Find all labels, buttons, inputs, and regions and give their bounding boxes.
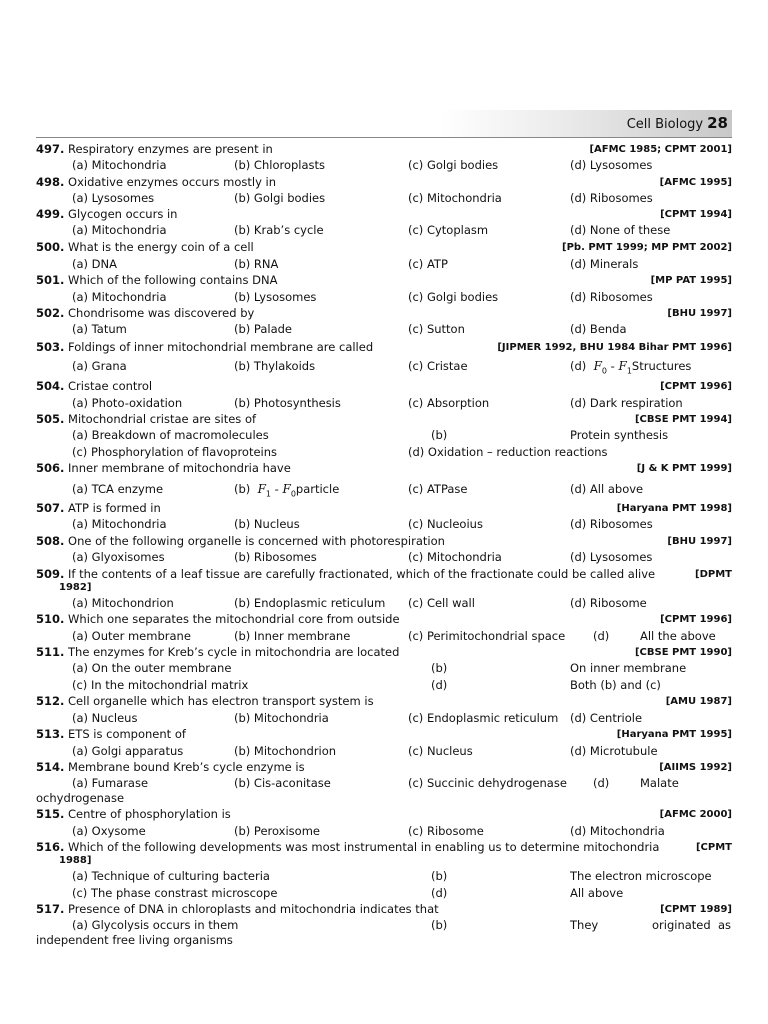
options-511-row2 [36,678,732,693]
option-b: (b) RNA [234,257,279,271]
question-source: [AFMC 1995] [659,177,732,188]
question-512 [36,694,732,709]
question-text: Respiratory enzymes are present in [68,142,273,156]
option-text: Structures [631,359,692,373]
question-text: The enzymes for Kreb’s cycle in mitochondria are located [68,645,400,659]
options-504 [36,396,732,411]
question-510 [36,612,732,627]
question-number: 516. [36,840,65,854]
option-a: (a) Breakdown of macromolecules [72,428,269,442]
option-d: (d) Lysosomes [570,158,653,172]
page-number: 28 [707,114,728,132]
options-512 [36,711,732,726]
question-source: [CPMT [695,842,732,853]
question-source: [AFMC 1985; CPMT 2001] [589,144,732,155]
question-text: Cell organelle which has electron transport system is [68,694,374,708]
option-b: (b) Endoplasmic reticulum [234,596,386,610]
question-number: 497. [36,142,65,156]
question-source: [AMU 1987] [665,696,732,707]
question-text: Oxidative enzymes occurs mostly in [68,175,277,189]
question-number: 512. [36,694,65,708]
option-b-continued: independent free living organisms [36,933,233,947]
option-a: (a) Glyoxisomes [72,550,165,564]
f1-subscript: 1 [626,366,632,376]
question-498 [36,175,732,190]
option-b-text: On inner membrane [570,661,687,675]
option-b-text-2: originated [652,918,711,932]
question-number: 509. [36,567,65,581]
option-c: (c) The phase constrast microscope [72,886,278,900]
option-a: (a) Mitochondrion [72,596,174,610]
question-source: [Haryana PMT 1995] [616,729,732,740]
option-b: (b) Ribosomes [234,550,317,564]
option-a: (a) Mitochondria [72,158,167,172]
question-text: Membrane bound Kreb’s cycle enzyme is [68,760,305,774]
question-508 [36,534,732,549]
options-516 [36,869,732,884]
f1-subscript: 1 [265,489,272,499]
question-text: Inner membrane of mitochondria have [68,461,291,475]
option-b: (b) Cis-aconitase [234,776,331,790]
option-b: (b) Mitochondrion [234,744,337,758]
question-text: Which one separates the mitochondrial core from outside [68,612,400,626]
option-b: (b) Peroxisome [234,824,320,838]
options-513 [36,744,732,759]
option-d-letter: (d) [431,678,448,692]
question-source: [CBSE PMT 1994] [634,414,732,425]
f-dash: - [271,482,283,496]
page-header [627,114,728,132]
option-a: (a) Outer membrane [72,629,191,643]
options-497 [36,158,732,173]
question-text: Glycogen occurs in [68,207,178,221]
options-502 [36,322,732,337]
question-text: Cristae control [68,379,153,393]
option-c: (c) Golgi bodies [408,158,499,172]
option-a: (a) Mitochondria [72,517,167,531]
question-515 [36,807,732,822]
question-source-continued: 1982] [59,582,92,593]
question-text: Which of the following contains DNA [68,273,278,287]
option-a: (a) TCA enzyme [72,482,164,496]
f0-subscript: 0 [601,366,608,376]
option-d [570,359,691,378]
question-502 [36,306,732,321]
option-d-continued: ochydrogenase [36,791,125,805]
option-a: (a) Grana [72,359,127,373]
option-b: (b) Inner membrane [234,629,351,643]
question-number: 515. [36,807,65,821]
option-b: (b) Thylakoids [234,359,316,373]
question-511 [36,645,732,660]
option-d-letter: (d) [593,776,610,790]
option-b: (b) Krab’s cycle [234,223,324,237]
option-a: (a) Mitochondria [72,223,167,237]
option-d: (d) All above [570,482,644,496]
options-511 [36,661,732,676]
question-text: Presence of DNA in chloroplasts and mitochondria indicates that [68,902,439,916]
option-c: (c) Cell wall [408,596,475,610]
question-number: 506. [36,461,65,475]
f1-symbol: F [257,482,266,496]
options-501 [36,290,732,305]
question-source: [CPMT 1996] [660,614,732,625]
option-b [234,482,339,501]
option-b: (b) Golgi bodies [234,191,326,205]
f0-symbol: F [282,482,291,496]
options-510 [36,629,732,644]
option-d: (d) Benda [570,322,627,336]
option-d: (d) Oxidation – reduction reactions [408,445,608,459]
options-499 [36,223,732,238]
option-d-text: All above [570,886,624,900]
options-508 [36,550,732,565]
option-b-letter: (b) [431,918,448,932]
option-b: (b) Mitochondria [234,711,329,725]
options-505-row2 [36,445,732,460]
option-b: (b) Photosynthesis [234,396,341,410]
question-499 [36,207,732,222]
option-a: (a) Nucleus [72,711,138,725]
question-source: [J & K PMT 1999] [636,463,732,474]
option-a: (a) Oxysome [72,824,146,838]
option-c: (c) Nucleoius [408,517,483,531]
option-c: (c) Absorption [408,396,490,410]
question-source: [CPMT 1989] [660,904,732,915]
option-d-text: Malate [640,776,679,790]
question-text: Which of the following developments was most instrumental in enabling us to determine mitochondria [68,840,660,854]
options-515 [36,824,732,839]
question-source: [CPMT 1994] [660,209,732,220]
options-505 [36,428,732,443]
question-source: [DPMT [695,569,732,580]
question-source: [AIIMS 1992] [659,762,732,773]
question-text: ETS is component of [68,727,186,741]
question-text: Foldings of inner mitochondrial membrane are called [68,340,374,354]
option-d-text: All the above [640,629,716,643]
question-source: [BHU 1997] [667,308,732,319]
option-d: (d) None of these [570,223,671,237]
option-text: particle [295,482,340,496]
option-d: (d) Lysosomes [570,550,653,564]
question-number: 501. [36,273,65,287]
question-source: [CPMT 1996] [660,381,732,392]
question-text: Centre of phosphorylation is [68,807,231,821]
question-500 [36,240,732,255]
options-498 [36,191,732,206]
question-text: Chondrisome was discovered by [68,306,255,320]
option-b-letter: (b) [431,869,448,883]
option-d: (d) Ribosomes [570,191,653,205]
option-d: (d) Ribosomes [570,290,653,304]
question-505 [36,412,732,427]
options-509 [36,596,732,611]
option-b-text-1: They [570,918,599,932]
question-source: [JIPMER 1992, BHU 1984 Bihar PMT 1996] [497,342,732,353]
question-text: Mitochondrial cristae are sites of [68,412,257,426]
question-source: [Haryana PMT 1998] [616,503,732,514]
option-c: (c) Cristae [408,359,468,373]
option-b: (b) Chloroplasts [234,158,326,172]
question-number: 504. [36,379,65,393]
question-number: 511. [36,645,65,659]
option-c: (c) Sutton [408,322,465,336]
question-514 [36,760,732,775]
option-c: (c) In the mitochondrial matrix [72,678,249,692]
question-number: 502. [36,306,65,320]
option-d-letter: (d) [593,629,610,643]
option-c: (c) Succinic dehydrogenase [408,776,567,790]
options-514 [36,776,732,791]
options-503 [36,359,732,374]
option-d: (d) Centriole [570,711,643,725]
question-source: [AFMC 2000] [659,809,732,820]
question-number: 507. [36,501,65,515]
option-d: (d) Microtubule [570,744,658,758]
option-b-letter: (b) [431,661,448,675]
chapter-title: Cell Biology [626,117,704,132]
option-d: (d) Minerals [570,257,639,271]
question-source-continued: 1988] [59,855,92,866]
option-a: (a) Mitochondria [72,290,167,304]
header-rule [36,137,732,138]
option-d: (d) Mitochondria [570,824,665,838]
option-c: (c) Mitochondria [408,550,502,564]
option-d-text: Both (b) and (c) [570,678,661,692]
question-509 [36,567,732,582]
option-a: (a) Fumarase [72,776,149,790]
option-letter: (d) [570,359,587,373]
option-b-letter: (b) [431,428,448,442]
option-b: (b) Palade [234,322,293,336]
question-source: [MP PAT 1995] [650,275,732,286]
option-b-text: The electron microscope [570,869,712,883]
option-c: (c) Endoplasmic reticulum [408,711,559,725]
question-number: 499. [36,207,65,221]
option-c: (c) Phosphorylation of flavoproteins [72,445,278,459]
options-516-row2 [36,886,732,901]
f0-subscript: 0 [290,489,296,499]
option-c: (c) ATPase [408,482,468,496]
options-500 [36,257,732,272]
option-b-text-3: as [718,918,732,932]
question-517 [36,902,732,917]
question-504 [36,379,732,394]
option-b: (b) Lysosomes [234,290,317,304]
option-letter: (b) [234,482,251,496]
question-number: 513. [36,727,65,741]
option-d-letter: (d) [431,886,448,900]
options-507 [36,517,732,532]
option-d: (d) Ribosomes [570,517,653,531]
option-a: (a) Technique of culturing bacteria [72,869,270,883]
option-a: (a) Lysosomes [72,191,155,205]
option-c: (c) Golgi bodies [408,290,499,304]
option-d: (d) Ribosome [570,596,647,610]
question-text: What is the energy coin of a cell [68,240,254,254]
question-513 [36,727,732,742]
option-a: (a) DNA [72,257,118,271]
option-c: (c) Nucleus [408,744,473,758]
option-c: (c) Ribosome [408,824,484,838]
option-c: (c) Cytoplasm [408,223,489,237]
option-c: (c) ATP [408,257,448,271]
f-dash: - [607,359,619,373]
option-a: (a) On the outer membrane [72,661,232,675]
option-a: (a) Golgi apparatus [72,744,184,758]
option-a: (a) Glycolysis occurs in them [72,918,239,932]
options-506 [36,482,732,497]
question-text: One of the following organelle is concerned with photorespiration [68,534,445,548]
options-517 [36,918,732,933]
option-d: (d) Dark respiration [570,396,683,410]
question-number: 498. [36,175,65,189]
option-c: (c) Perimitochondrial space [408,629,566,643]
option-c: (c) Mitochondria [408,191,502,205]
question-number: 510. [36,612,65,626]
question-507 [36,501,732,516]
question-497 [36,142,732,157]
question-text: ATP is formed in [68,501,161,515]
question-source: [BHU 1997] [667,536,732,547]
question-number: 500. [36,240,65,254]
question-503 [36,340,732,355]
option-b-text: Protein synthesis [570,428,669,442]
question-501 [36,273,732,288]
f1-symbol: F [618,359,627,373]
option-b: (b) Nucleus [234,517,300,531]
question-source: [CBSE PMT 1990] [634,647,732,658]
f0-symbol: F [593,359,602,373]
question-number: 505. [36,412,65,426]
question-number: 517. [36,902,65,916]
question-number: 514. [36,760,65,774]
question-506 [36,461,732,476]
question-text: If the contents of a leaf tissue are carefully fractionated, which of the fractionate could be called alive [68,567,656,581]
question-number: 503. [36,340,65,354]
question-516 [36,840,732,855]
question-source: [Pb. PMT 1999; MP PMT 2002] [562,242,732,253]
option-a: (a) Tatum [72,322,127,336]
option-a: (a) Photo-oxidation [72,396,183,410]
question-number: 508. [36,534,65,548]
